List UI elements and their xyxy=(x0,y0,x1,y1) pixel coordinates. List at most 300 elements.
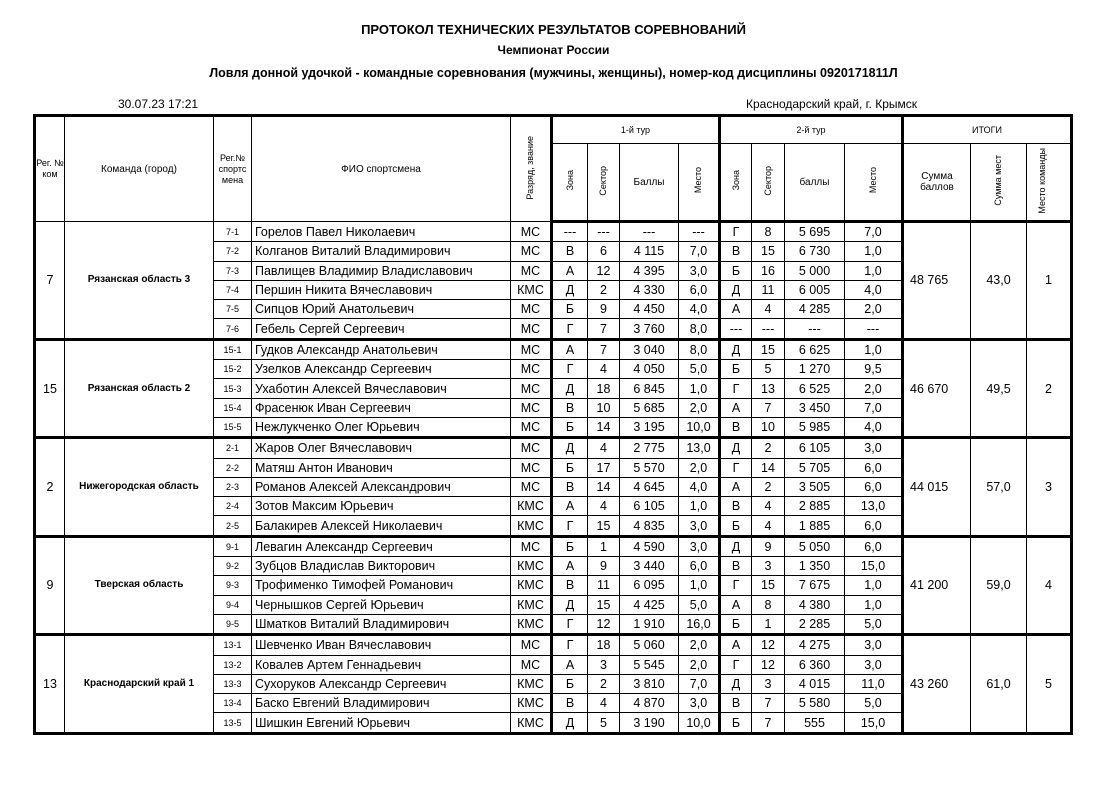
r2-zone: Д xyxy=(720,438,752,458)
r2-zone: В xyxy=(720,417,752,437)
r2-sector: 7 xyxy=(752,713,785,733)
team-sum-points: 44 015 xyxy=(903,438,971,536)
r2-sector: 4 xyxy=(752,516,785,536)
r2-zone: Б xyxy=(720,713,752,733)
r2-place: 4,0 xyxy=(845,417,903,437)
r2-zone: А xyxy=(720,398,752,417)
athlete-name: Гудков Александр Анатольевич xyxy=(252,339,511,359)
r2-zone: Г xyxy=(720,222,752,242)
athlete-reg-number: 15-2 xyxy=(214,360,252,379)
r2-place: 3,0 xyxy=(845,635,903,655)
r1-zone: Б xyxy=(552,674,588,693)
r1-place: 10,0 xyxy=(679,713,720,733)
team-sum-points: 41 200 xyxy=(903,536,971,634)
athlete-name: Фрасенюк Иван Сергеевич xyxy=(252,398,511,417)
r2-points: 5 695 xyxy=(785,222,845,242)
r2-place: 1,0 xyxy=(845,261,903,280)
r2-sector: 12 xyxy=(752,635,785,655)
col-r2-points: баллы xyxy=(785,144,845,222)
team-place: 1 xyxy=(1027,222,1072,340)
r2-place: 1,0 xyxy=(845,576,903,595)
athlete-name: Романов Алексей Александрович xyxy=(252,477,511,496)
r1-place: 5,0 xyxy=(679,595,720,614)
col-athlete-no: Рег.№ спортс мена xyxy=(214,116,252,222)
athlete-rank: МС xyxy=(511,635,552,655)
team-name: Краснодарский край 1 xyxy=(65,635,214,733)
r1-points: 3 040 xyxy=(620,339,679,359)
col-r2-place: Место xyxy=(845,144,903,222)
col-team: Команда (город) xyxy=(65,116,214,222)
r2-zone: В xyxy=(720,694,752,713)
athlete-name: Гебель Сергей Сергеевич xyxy=(252,319,511,339)
athlete-name: Зотов Максим Юрьевич xyxy=(252,497,511,516)
r2-place: 6,0 xyxy=(845,477,903,496)
r2-zone: В xyxy=(720,557,752,576)
r1-place: 3,0 xyxy=(679,694,720,713)
r1-place: 13,0 xyxy=(679,438,720,458)
r1-zone: Г xyxy=(552,360,588,379)
col-team-no: Рег. № ком xyxy=(35,116,65,222)
athlete-name: Першин Никита Вячеславович xyxy=(252,280,511,299)
r1-sector: 11 xyxy=(588,576,620,595)
athlete-name: Балакирев Алексей Николаевич xyxy=(252,516,511,536)
r1-zone: Г xyxy=(552,635,588,655)
r1-place: 1,0 xyxy=(679,379,720,398)
athlete-rank: МС xyxy=(511,242,552,261)
r2-zone: В xyxy=(720,242,752,261)
r2-points: 1 350 xyxy=(785,557,845,576)
r2-sector: 4 xyxy=(752,300,785,319)
r2-sector: 11 xyxy=(752,280,785,299)
r2-place: 7,0 xyxy=(845,222,903,242)
r2-points: 5 000 xyxy=(785,261,845,280)
r1-place: 3,0 xyxy=(679,516,720,536)
r1-place: 6,0 xyxy=(679,280,720,299)
r2-place: 7,0 xyxy=(845,398,903,417)
r1-points: 4 450 xyxy=(620,300,679,319)
r2-sector: 14 xyxy=(752,458,785,477)
col-rank: Разряд, звание xyxy=(511,116,552,222)
athlete-name: Зубцов Владислав Викторович xyxy=(252,557,511,576)
r1-place: 16,0 xyxy=(679,614,720,634)
r1-place: 3,0 xyxy=(679,536,720,556)
col-r1-place: Место xyxy=(679,144,720,222)
r1-zone: А xyxy=(552,557,588,576)
athlete-name: Жаров Олег Вячеславович xyxy=(252,438,511,458)
r1-sector: 4 xyxy=(588,694,620,713)
r1-place: 1,0 xyxy=(679,576,720,595)
athlete-reg-number: 7-1 xyxy=(214,222,252,242)
athlete-rank: МС xyxy=(511,379,552,398)
r1-sector: 9 xyxy=(588,557,620,576)
r1-zone: Б xyxy=(552,536,588,556)
r1-points: 4 870 xyxy=(620,694,679,713)
r1-zone: Д xyxy=(552,280,588,299)
r2-points: 4 015 xyxy=(785,674,845,693)
athlete-rank: МС xyxy=(511,398,552,417)
athlete-reg-number: 13-2 xyxy=(214,655,252,674)
r1-sector: 4 xyxy=(588,360,620,379)
r1-points: 5 060 xyxy=(620,635,679,655)
athlete-name: Чернышков Сергей Юрьевич xyxy=(252,595,511,614)
athlete-rank: КМС xyxy=(511,576,552,595)
r2-sector: 3 xyxy=(752,557,785,576)
r1-points: 6 845 xyxy=(620,379,679,398)
athlete-name: Шишкин Евгений Юрьевич xyxy=(252,713,511,733)
r2-sector: 9 xyxy=(752,536,785,556)
r2-points: 4 285 xyxy=(785,300,845,319)
r2-place: 13,0 xyxy=(845,497,903,516)
athlete-rank: КМС xyxy=(511,674,552,693)
athlete-rank: КМС xyxy=(511,713,552,733)
r2-points: 3 505 xyxy=(785,477,845,496)
r1-sector: 7 xyxy=(588,319,620,339)
athlete-rank: КМС xyxy=(511,280,552,299)
r2-sector: 15 xyxy=(752,339,785,359)
r2-zone: Г xyxy=(720,576,752,595)
r1-zone: В xyxy=(552,477,588,496)
r1-sector: 4 xyxy=(588,438,620,458)
r2-sector: 8 xyxy=(752,222,785,242)
athlete-row xyxy=(35,339,1072,359)
team-place: 4 xyxy=(1027,536,1072,634)
r1-points: 4 395 xyxy=(620,261,679,280)
r1-zone: В xyxy=(552,242,588,261)
r1-zone: --- xyxy=(552,222,588,242)
r2-zone: А xyxy=(720,300,752,319)
r1-zone: В xyxy=(552,576,588,595)
col-r2-sector: Сектор xyxy=(752,144,785,222)
athlete-rank: КМС xyxy=(511,614,552,634)
r2-sector: 8 xyxy=(752,595,785,614)
athlete-reg-number: 15-3 xyxy=(214,379,252,398)
r1-place: 2,0 xyxy=(679,635,720,655)
r2-sector: --- xyxy=(752,319,785,339)
col-sum-places: Сумма мест xyxy=(971,144,1027,222)
athlete-name: Баско Евгений Владимирович xyxy=(252,694,511,713)
r2-points: 2 285 xyxy=(785,614,845,634)
r2-points: --- xyxy=(785,319,845,339)
athlete-reg-number: 7-3 xyxy=(214,261,252,280)
athlete-rank: МС xyxy=(511,261,552,280)
r2-zone: А xyxy=(720,595,752,614)
r2-points: 5 705 xyxy=(785,458,845,477)
r2-points: 4 380 xyxy=(785,595,845,614)
r2-points: 6 525 xyxy=(785,379,845,398)
r1-zone: Б xyxy=(552,458,588,477)
r1-points: 3 195 xyxy=(620,417,679,437)
r1-zone: Г xyxy=(552,614,588,634)
athlete-reg-number: 2-5 xyxy=(214,516,252,536)
athlete-name: Узелков Александр Сергеевич xyxy=(252,360,511,379)
r2-place: 11,0 xyxy=(845,674,903,693)
r2-sector: 13 xyxy=(752,379,785,398)
r1-points: 3 440 xyxy=(620,557,679,576)
r1-points: 6 105 xyxy=(620,497,679,516)
athlete-reg-number: 13-4 xyxy=(214,694,252,713)
team-number: 9 xyxy=(35,536,65,634)
r2-points: 7 675 xyxy=(785,576,845,595)
r2-zone: Д xyxy=(720,339,752,359)
team-number: 7 xyxy=(35,222,65,340)
athlete-rank: МС xyxy=(511,339,552,359)
athlete-name: Матяш Антон Иванович xyxy=(252,458,511,477)
discipline-line: Ловля донной удочкой - командные соревнования (мужчины, женщины), номер-код дисциплины 0920171811Л xyxy=(209,66,898,80)
r1-sector: 14 xyxy=(588,477,620,496)
r1-place: 7,0 xyxy=(679,674,720,693)
r1-zone: А xyxy=(552,497,588,516)
r1-sector: 5 xyxy=(588,713,620,733)
r1-points: 1 910 xyxy=(620,614,679,634)
r1-sector: 3 xyxy=(588,655,620,674)
r2-points: 555 xyxy=(785,713,845,733)
athlete-rank: МС xyxy=(511,477,552,496)
athlete-reg-number: 9-3 xyxy=(214,576,252,595)
athlete-name: Шматков Виталий Владимирович xyxy=(252,614,511,634)
r1-zone: А xyxy=(552,655,588,674)
r2-zone: Д xyxy=(720,674,752,693)
team-sum-points: 48 765 xyxy=(903,222,971,340)
r2-zone: Г xyxy=(720,379,752,398)
athlete-name: Левагин Александр Сергеевич xyxy=(252,536,511,556)
athlete-reg-number: 9-4 xyxy=(214,595,252,614)
athlete-name: Колганов Виталий Владимирович xyxy=(252,242,511,261)
athlete-rank: КМС xyxy=(511,497,552,516)
r1-points: 4 590 xyxy=(620,536,679,556)
r2-sector: 5 xyxy=(752,360,785,379)
r1-points: 4 425 xyxy=(620,595,679,614)
athlete-reg-number: 7-6 xyxy=(214,319,252,339)
r2-zone: Г xyxy=(720,655,752,674)
team-sum-points: 46 670 xyxy=(903,339,971,437)
results-body xyxy=(35,222,1072,734)
athlete-reg-number: 9-2 xyxy=(214,557,252,576)
r1-zone: А xyxy=(552,261,588,280)
r1-points: 5 685 xyxy=(620,398,679,417)
r1-sector: 15 xyxy=(588,595,620,614)
r1-points: 4 645 xyxy=(620,477,679,496)
team-name: Рязанская область 2 xyxy=(65,339,214,437)
r2-zone: Б xyxy=(720,516,752,536)
athlete-reg-number: 2-1 xyxy=(214,438,252,458)
r2-zone: А xyxy=(720,635,752,655)
r1-zone: Д xyxy=(552,713,588,733)
protocol-title: ПРОТОКОЛ ТЕХНИЧЕСКИХ РЕЗУЛЬТАТОВ СОРЕВНОВАНИЙ xyxy=(361,22,746,37)
r1-zone: Б xyxy=(552,417,588,437)
r2-sector: 7 xyxy=(752,694,785,713)
r1-points: 5 570 xyxy=(620,458,679,477)
r2-points: 6 105 xyxy=(785,438,845,458)
athlete-reg-number: 9-1 xyxy=(214,536,252,556)
r1-sector: 9 xyxy=(588,300,620,319)
r2-sector: 2 xyxy=(752,477,785,496)
r1-zone: Г xyxy=(552,516,588,536)
r1-zone: В xyxy=(552,694,588,713)
r1-sector: 18 xyxy=(588,635,620,655)
athlete-reg-number: 15-1 xyxy=(214,339,252,359)
r2-sector: 2 xyxy=(752,438,785,458)
r1-place: 10,0 xyxy=(679,417,720,437)
team-sum-places: 57,0 xyxy=(971,438,1027,536)
results-table xyxy=(33,114,1073,735)
team-sum-places: 59,0 xyxy=(971,536,1027,634)
col-r1-sector: Сектор xyxy=(588,144,620,222)
r2-points: 2 885 xyxy=(785,497,845,516)
athlete-rank: МС xyxy=(511,360,552,379)
athlete-reg-number: 2-4 xyxy=(214,497,252,516)
r1-place: 2,0 xyxy=(679,398,720,417)
r2-zone: А xyxy=(720,477,752,496)
athlete-rank: КМС xyxy=(511,557,552,576)
r2-zone: Б xyxy=(720,360,752,379)
r2-sector: 12 xyxy=(752,655,785,674)
r2-points: 5 050 xyxy=(785,536,845,556)
r1-points: 4 115 xyxy=(620,242,679,261)
athlete-row xyxy=(35,635,1072,655)
r1-place: 2,0 xyxy=(679,458,720,477)
r1-sector: 18 xyxy=(588,379,620,398)
r2-place: --- xyxy=(845,319,903,339)
r1-place: 5,0 xyxy=(679,360,720,379)
athlete-name: Сипцов Юрий Анатольевич xyxy=(252,300,511,319)
r1-place: 4,0 xyxy=(679,477,720,496)
r2-place: 2,0 xyxy=(845,300,903,319)
athlete-reg-number: 13-5 xyxy=(214,713,252,733)
col-r1-points: Баллы xyxy=(620,144,679,222)
team-name: Нижегородская область xyxy=(65,438,214,536)
team-place: 5 xyxy=(1027,635,1072,733)
r2-zone: Д xyxy=(720,280,752,299)
athlete-name: Трофименко Тимофей Романович xyxy=(252,576,511,595)
r1-points: 2 775 xyxy=(620,438,679,458)
r2-place: 1,0 xyxy=(845,339,903,359)
r1-sector: 2 xyxy=(588,280,620,299)
r2-place: 3,0 xyxy=(845,438,903,458)
venue-location: Краснодарский край, г. Крымск xyxy=(746,97,918,111)
athlete-rank: МС xyxy=(511,438,552,458)
r1-zone: Д xyxy=(552,595,588,614)
col-name: ФИО спортсмена xyxy=(252,116,511,222)
r1-sector: 12 xyxy=(588,614,620,634)
r2-sector: 10 xyxy=(752,417,785,437)
r1-points: 4 835 xyxy=(620,516,679,536)
r2-place: 5,0 xyxy=(845,694,903,713)
r1-points: 5 545 xyxy=(620,655,679,674)
r1-sector: 12 xyxy=(588,261,620,280)
athlete-name: Сухоруков Александр Сергеевич xyxy=(252,674,511,693)
team-sum-places: 43,0 xyxy=(971,222,1027,340)
r1-sector: 7 xyxy=(588,339,620,359)
r2-sector: 3 xyxy=(752,674,785,693)
r1-place: 4,0 xyxy=(679,300,720,319)
r2-place: 15,0 xyxy=(845,713,903,733)
team-number: 2 xyxy=(35,438,65,536)
athlete-row xyxy=(35,536,1072,556)
r2-points: 5 580 xyxy=(785,694,845,713)
athlete-reg-number: 2-2 xyxy=(214,458,252,477)
r1-zone: А xyxy=(552,339,588,359)
athlete-name: Ковалев Артем Геннадьевич xyxy=(252,655,511,674)
r1-place: 6,0 xyxy=(679,557,720,576)
r1-place: 3,0 xyxy=(679,261,720,280)
r1-place: --- xyxy=(679,222,720,242)
r2-place: 6,0 xyxy=(845,516,903,536)
team-place: 2 xyxy=(1027,339,1072,437)
r2-place: 5,0 xyxy=(845,614,903,634)
athlete-row xyxy=(35,222,1072,242)
athlete-rank: МС xyxy=(511,222,552,242)
r2-points: 6 360 xyxy=(785,655,845,674)
r2-sector: 4 xyxy=(752,497,785,516)
athlete-name: Павлищев Владимир Владиславович xyxy=(252,261,511,280)
athlete-rank: МС xyxy=(511,458,552,477)
athlete-name: Горелов Павел Николаевич xyxy=(252,222,511,242)
r2-points: 6 005 xyxy=(785,280,845,299)
athlete-reg-number: 13-3 xyxy=(214,674,252,693)
r2-points: 6 730 xyxy=(785,242,845,261)
athlete-rank: КМС xyxy=(511,595,552,614)
r2-place: 1,0 xyxy=(845,595,903,614)
col-r2-zone: Зона xyxy=(720,144,752,222)
r2-sector: 7 xyxy=(752,398,785,417)
athlete-row xyxy=(35,438,1072,458)
col-sum-points: Сумма баллов xyxy=(903,144,971,222)
r1-place: 8,0 xyxy=(679,339,720,359)
col-team-place: Место команды xyxy=(1027,144,1072,222)
r1-points: 4 050 xyxy=(620,360,679,379)
col-round2: 2-й тур xyxy=(720,116,903,144)
athlete-name: Шевченко Иван Вячеславович xyxy=(252,635,511,655)
r1-points: 6 095 xyxy=(620,576,679,595)
r1-zone: Д xyxy=(552,379,588,398)
report-datetime: 30.07.23 17:21 xyxy=(118,97,199,111)
r2-sector: 15 xyxy=(752,576,785,595)
athlete-reg-number: 15-5 xyxy=(214,417,252,437)
col-round1: 1-й тур xyxy=(552,116,720,144)
r1-sector: 10 xyxy=(588,398,620,417)
r1-zone: Г xyxy=(552,319,588,339)
col-r1-zone: Зона xyxy=(552,144,588,222)
r2-place: 9,5 xyxy=(845,360,903,379)
r2-place: 2,0 xyxy=(845,379,903,398)
r2-sector: 15 xyxy=(752,242,785,261)
r2-points: 1 270 xyxy=(785,360,845,379)
r2-points: 3 450 xyxy=(785,398,845,417)
athlete-reg-number: 7-5 xyxy=(214,300,252,319)
r2-place: 4,0 xyxy=(845,280,903,299)
r1-sector: 1 xyxy=(588,536,620,556)
r1-points: 3 190 xyxy=(620,713,679,733)
team-sum-points: 43 260 xyxy=(903,635,971,733)
championship-subtitle: Чемпионат России xyxy=(497,43,610,57)
r2-place: 3,0 xyxy=(845,655,903,674)
athlete-rank: МС xyxy=(511,655,552,674)
r1-points: 3 810 xyxy=(620,674,679,693)
r1-points: --- xyxy=(620,222,679,242)
r1-place: 7,0 xyxy=(679,242,720,261)
athlete-name: Нежлукченко Олег Юрьевич xyxy=(252,417,511,437)
r2-zone: Г xyxy=(720,458,752,477)
athlete-reg-number: 15-4 xyxy=(214,398,252,417)
athlete-reg-number: 7-2 xyxy=(214,242,252,261)
athlete-rank: МС xyxy=(511,319,552,339)
r2-zone: --- xyxy=(720,319,752,339)
r2-place: 6,0 xyxy=(845,458,903,477)
athlete-rank: КМС xyxy=(511,516,552,536)
r1-sector: 15 xyxy=(588,516,620,536)
r2-zone: В xyxy=(720,497,752,516)
athlete-reg-number: 13-1 xyxy=(214,635,252,655)
